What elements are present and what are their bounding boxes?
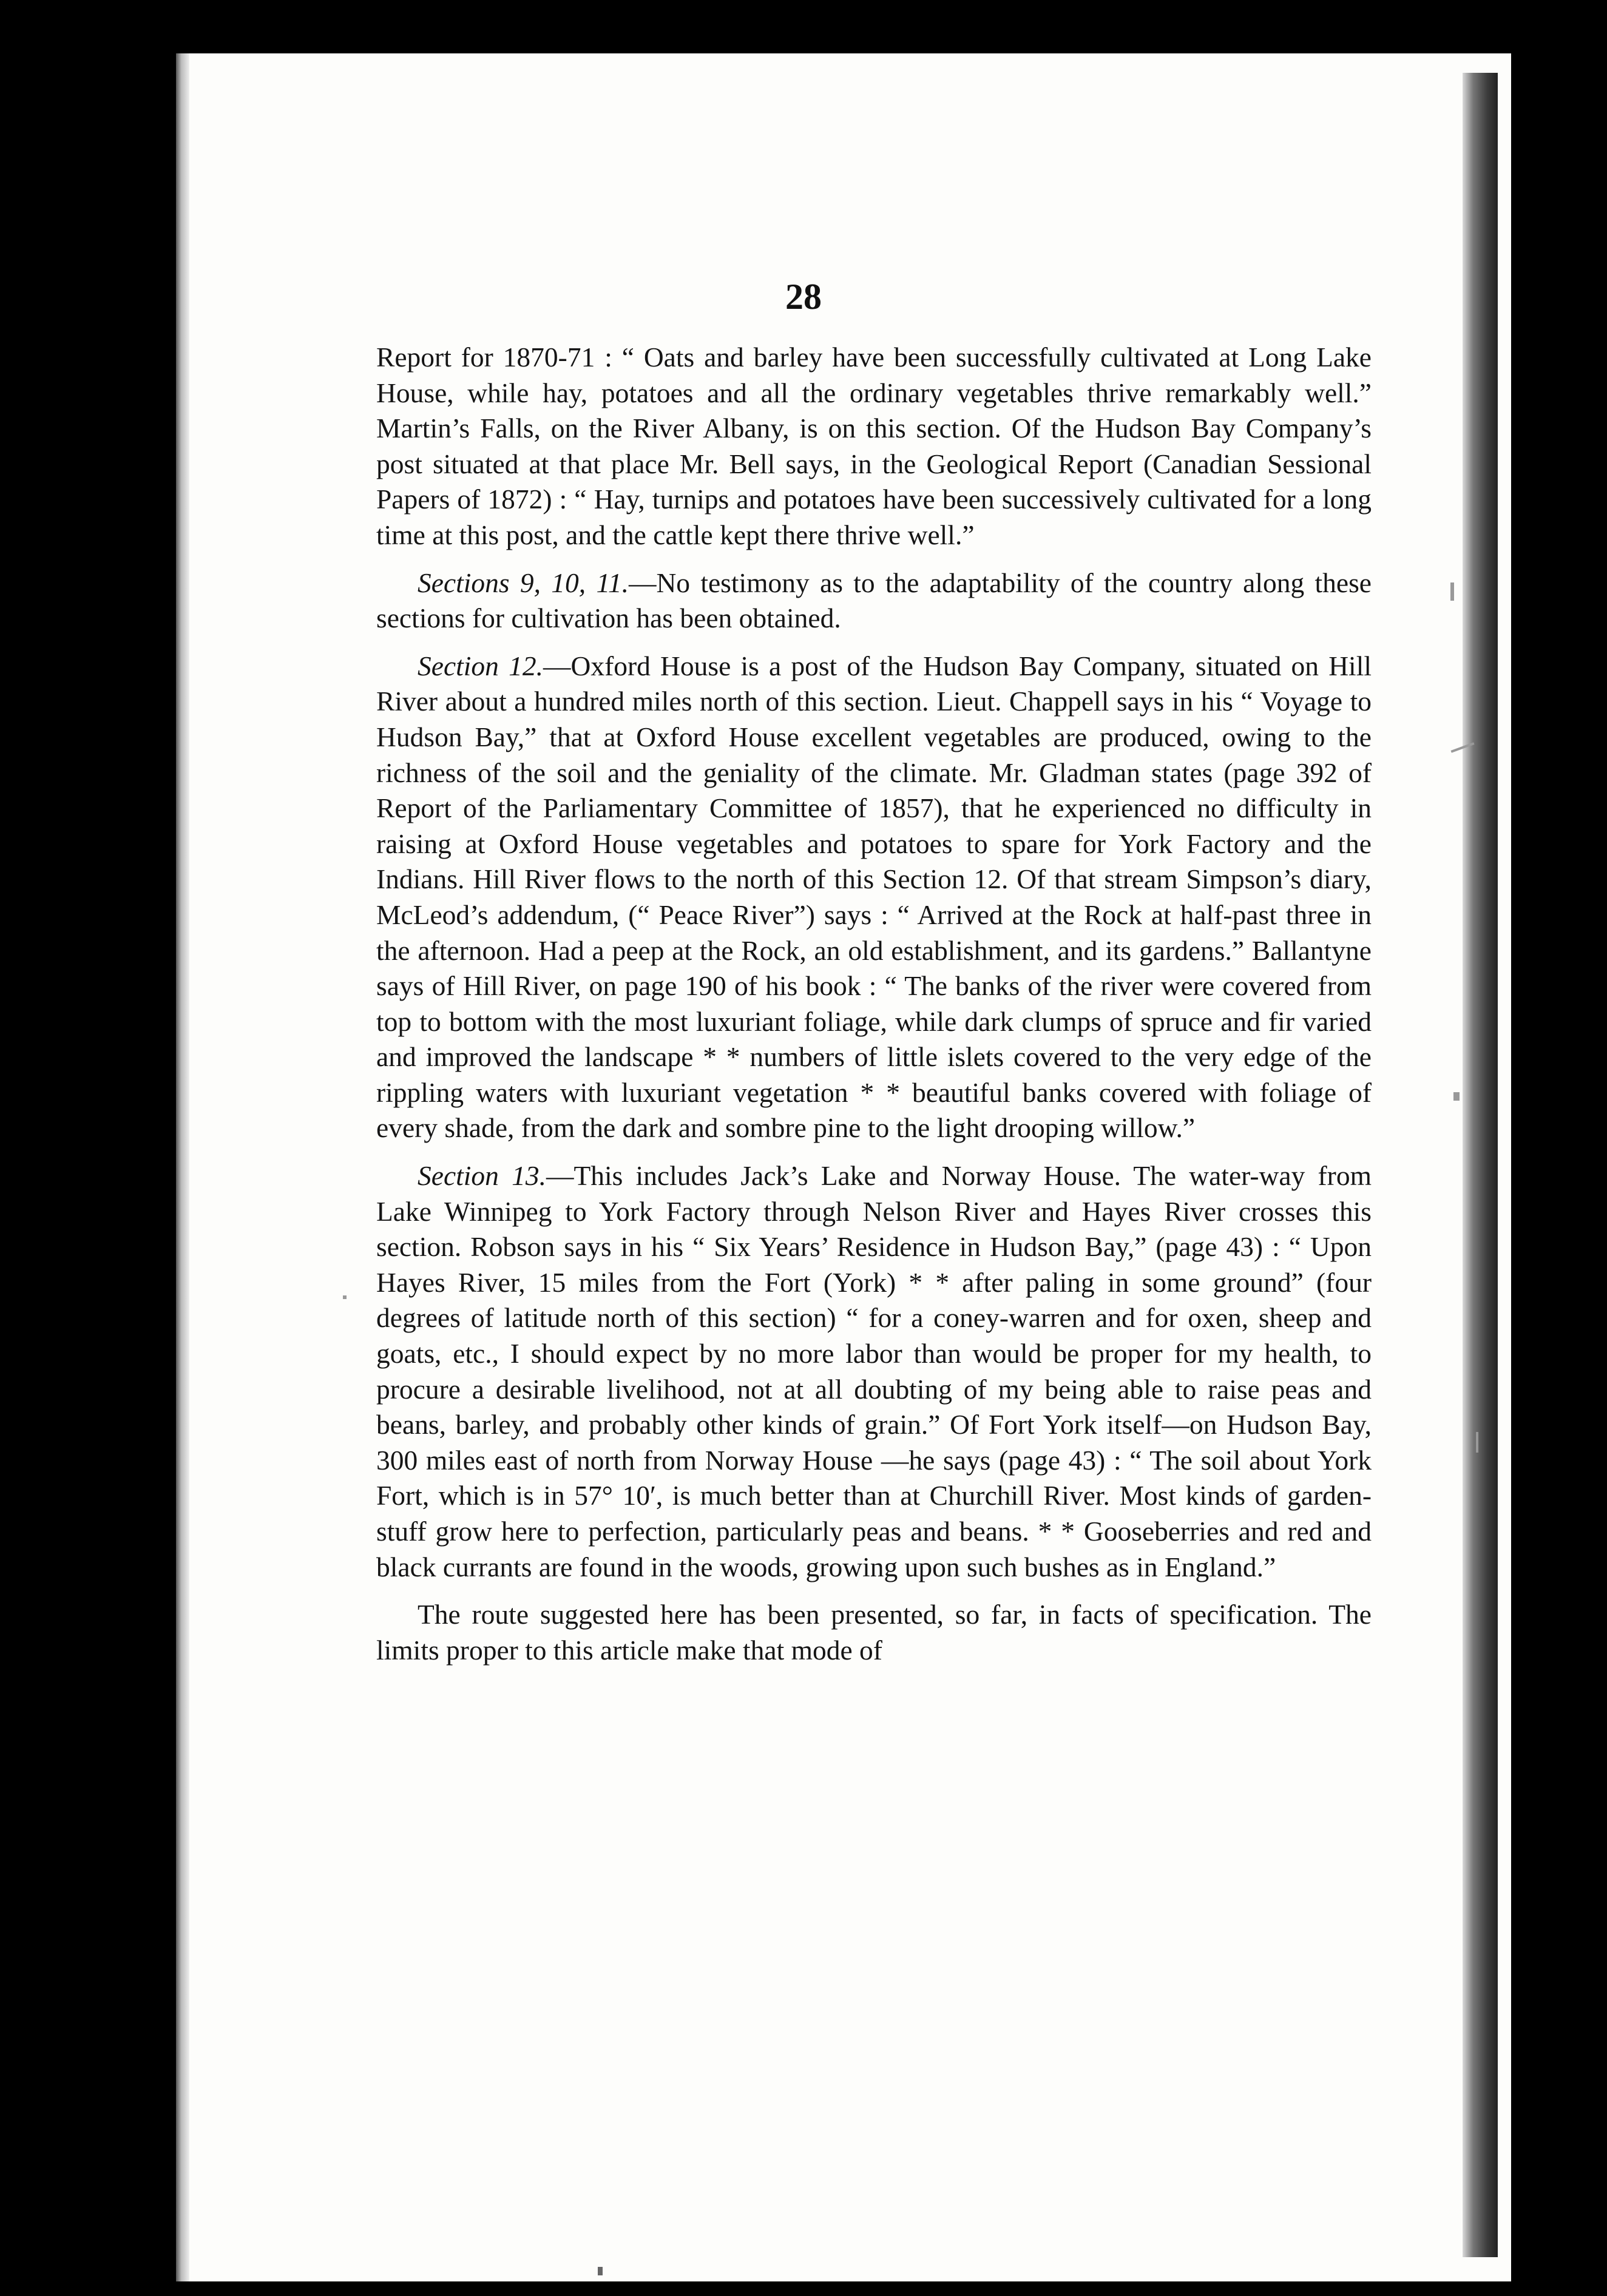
paragraph-3 [376, 649, 1372, 1146]
paragraph-4 [376, 1158, 1372, 1585]
page-number: 28 [785, 277, 822, 317]
speck [343, 1295, 347, 1299]
paragraph-5 [376, 1597, 1372, 1668]
speck [598, 2267, 603, 2275]
section-heading: Section 13. [418, 1160, 546, 1192]
paragraph-2-text: —No testimony as to the adaptability of the country along these sections for cultivation has been obtained. [376, 567, 1372, 634]
paragraph-3-text: —Oxford House is a post of the Hudson Bay Company, situated on Hill River about a hundred miles north of this section. Lieut. Chappell says in his “ Voyage to Hudson Bay,” that at Oxford House excellent vegetables are produced, owing to the richness of the soil and the geniality of the climate. Mr. Gladman states (page 392 of Report of the Parliamentary Committee of 1857), that he experienced no difficulty in raising at Oxford House vegetables and potatoes to spare for York Factory and the Indians. Hill River flows to the north of this Section 12. Of that stream Simpson’s diary, McLeod’s addendum, (“ Peace River”) says : “ Arrived at the Rock at half-past three in the afternoon. Had a peep at the Rock, an old establishment, and its gardens.” Ballantyne says of Hill River, on page 190 of his book : “ The banks of the river were covered from top to bottom with the most luxuriant foliage, while dark clumps of spruce and fir varied and improved the landscape * * numbers of little islets covered to the very edge of the rippling waters with luxuriant vegetation * * beautiful banks covered with foliage of every shade, from the dark and sombre pine to the light drooping willow.” [376, 650, 1372, 1144]
speck [1450, 582, 1454, 601]
paragraph-5-text: The route suggested here has been presented, so far, in facts of specification. The limits proper to this article make that mode of [376, 1599, 1372, 1666]
paragraph-2 [376, 566, 1372, 636]
paragraph-1 [376, 340, 1372, 553]
page-left-edge [176, 53, 189, 2281]
speck [1476, 1432, 1478, 1453]
paragraph-4-text: —This includes Jack’s Lake and Norway House. The water-way from Lake Winnipeg to York Factory through Nelson River and Hayes River crosses this section. Robson says in his “ Six Years’ Residence in Hudson Bay,” (page 43) : “ Upon Hayes River, 15 miles from the Fort (York) * * after paling in some ground” (four degrees of latitude north of this section) “ for a coney-warren and for oxen, sheep and goats, etc., I should expect by no more labor than would be proper for my health, to procure a desirable livelihood, not at all doubting of my being able to raise peas and beans, barley, and probably other kinds of grain.” Of Fort York itself—on Hudson Bay, 300 miles east of north from Norway House —he says (page 43) : “ The soil about York Fort, which is in 57° 10′, is much better than at Churchill River. Most kinds of garden-stuff grow here to perfection, particularly peas and beans. * * Gooseberries and red and black currants are found in the woods, growing upon such bushes as in England.” [376, 1160, 1372, 1582]
speck [1453, 1092, 1460, 1101]
section-heading: Section 12. [418, 650, 543, 681]
book-spine-shadow [1463, 73, 1498, 2257]
body-text [376, 340, 1372, 1668]
section-heading: Sections 9, 10, 11. [418, 567, 629, 598]
paragraph-1-text: Report for 1870-71 : “ Oats and barley have been successfully cultivated at Long Lake House, while hay, potatoes and all the ordinary vegetables thrive remarkably well.” Martin’s Falls, on the River Albany, is on this section. Of the Hudson Bay Company’s post situated at that place Mr. Bell says, in the Geological Report (Canadian Sessional Papers of 1872) : “ Hay, turnips and potatoes have been successively cultivated for a long time at this post, and the cattle kept there thrive well.” [376, 342, 1372, 550]
